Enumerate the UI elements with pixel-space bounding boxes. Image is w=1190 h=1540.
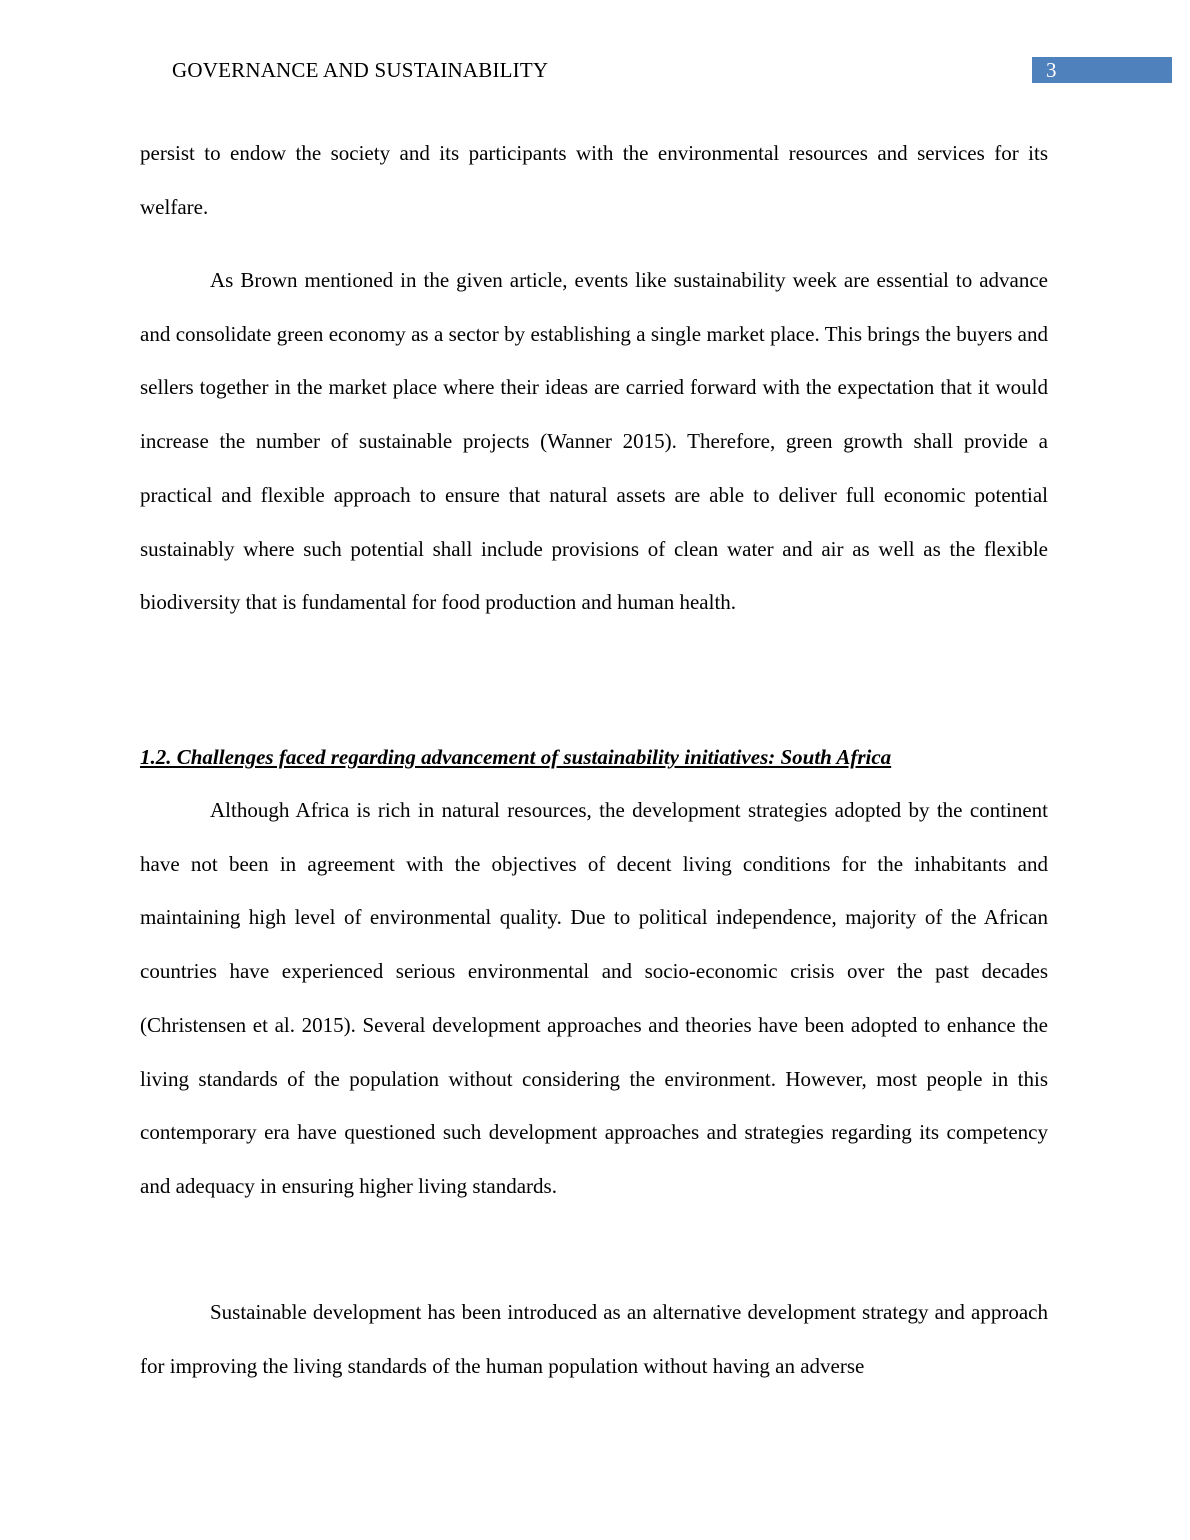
running-head: GOVERNANCE AND SUSTAINABILITY [172, 58, 549, 82]
paragraph-continuation: persist to endow the society and its participants with the environmental resources and services for its welfare. [140, 141, 1048, 219]
page-number-box [1032, 57, 1172, 83]
paragraph-brown-article: As Brown mentioned in the given article, events like sustainability week are essential to advance and consolidate green economy as a sector by establishing a single market place. This brings the buyers and sellers together in the market place where their ideas are carried forward with the expectation that it would increase the number of sustainable projects (Wanner 2015). Therefore, green growth shall provide a practical and flexible approach to ensure that natural assets are able to deliver full economic potential sustainably where such potential shall include provisions of clean water and air as well as the flexible biodiversity that is fundamental for food production and human health. [140, 268, 1048, 615]
page-number: 3 [1046, 58, 1057, 82]
paragraph-sustainable-development: Sustainable development has been introduced as an alternative development strategy and approach for improving the living standards of the human population without having an adverse [140, 1300, 1048, 1378]
section-heading: 1.2. Challenges faced regarding advancement of sustainability initiatives: South Africa [140, 745, 892, 769]
paragraph-africa-resources: Although Africa is rich in natural resources, the development strategies adopted by the continent have not been in agreement with the objectives of decent living conditions for the inhabitants and maintaining high level of environmental quality. Due to political independence, majority of the African countries have experienced serious environmental and socio-economic crisis over the past decades (Christensen et al. 2015). Several development approaches and theories have been adopted to enhance the living standards of the population without considering the environment. However, most people in this contemporary era have questioned such development approaches and strategies regarding its competency and adequacy in ensuring higher living standards. [140, 798, 1048, 1198]
